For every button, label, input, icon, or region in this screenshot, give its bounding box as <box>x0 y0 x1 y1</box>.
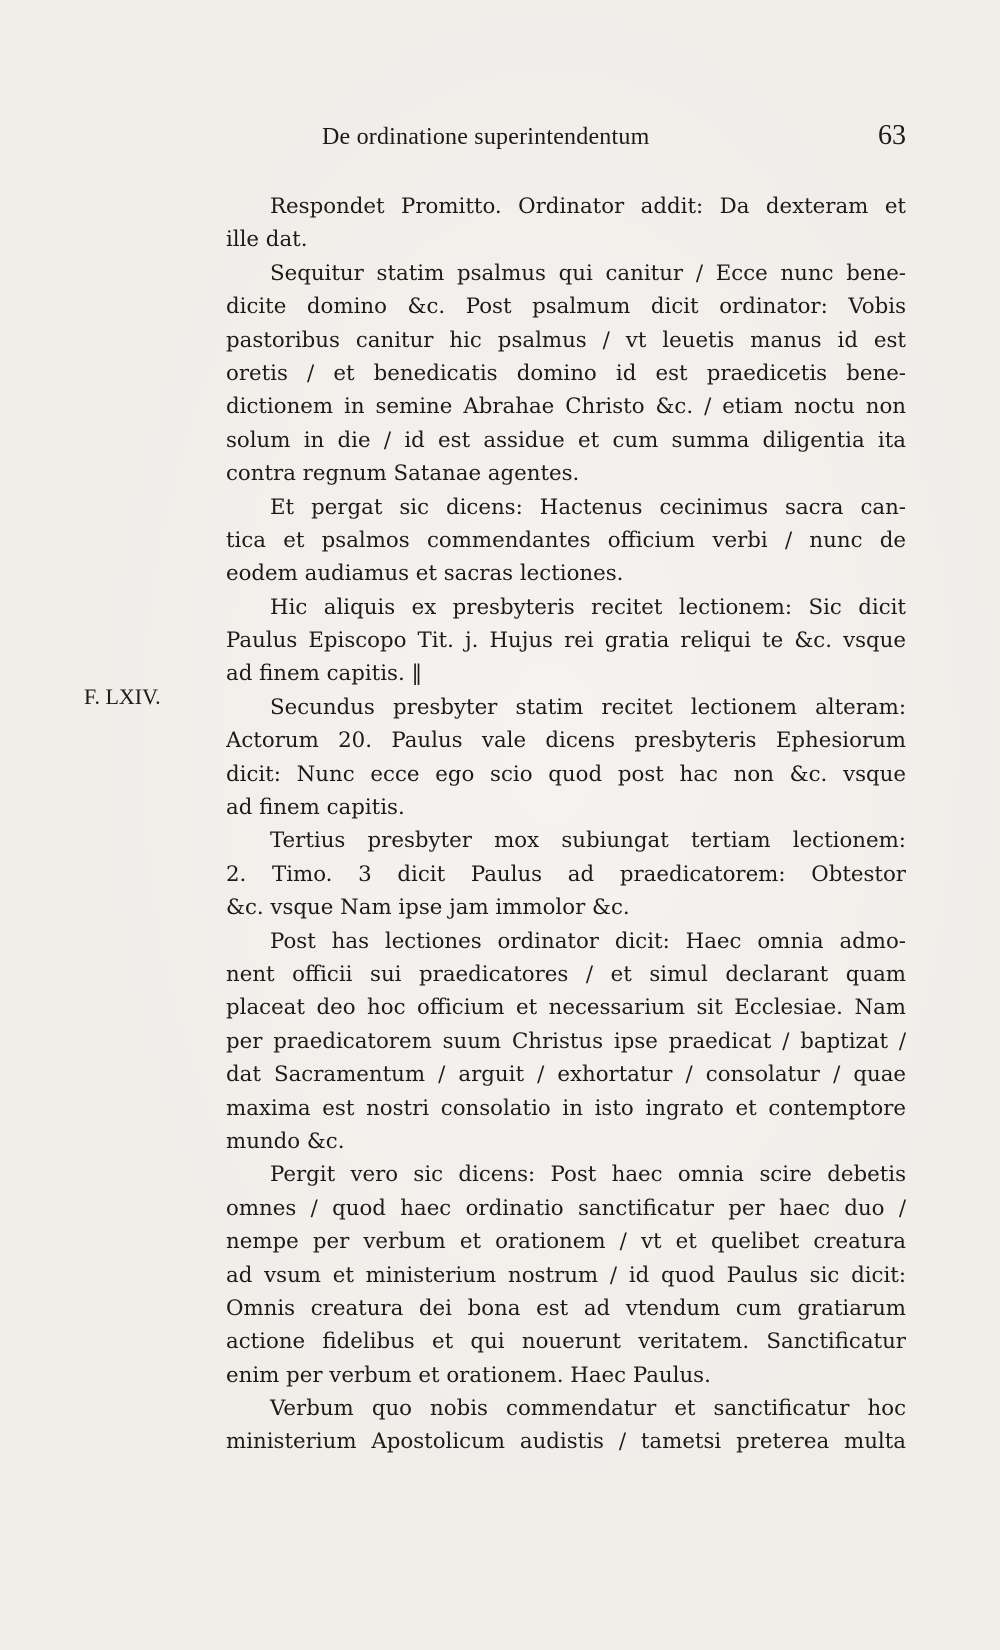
text-line: nempe per verbum et orationem / vt et quelibet creatura <box>226 1229 906 1255</box>
text-line: 2. Timo. 3 dicit Paulus ad praedicatorem: Obtestor <box>226 861 906 887</box>
text-line: Omnis creatura dei bona est ad vtendum cum gratiarum <box>226 1295 906 1321</box>
text-line: Pergit vero sic dicens: Post haec omnia scire debetis <box>270 1162 906 1188</box>
text-line: ministerium Apostolicum audistis / tametsi preterea multa <box>226 1429 906 1455</box>
page-header <box>226 120 906 156</box>
text-line: Tertius presbyter mox subiungat tertiam lectionem: <box>270 828 906 854</box>
text-line: dicit: Nunc ecce ego scio quod post hac non &c. vsque <box>226 761 906 787</box>
text-line: &c. vsque Nam ipse jam immolor &c. <box>226 895 630 921</box>
text-line: Actorum 20. Paulus vale dicens presbyteris Ephesiorum <box>226 728 906 754</box>
text-line: per praedicatorem suum Christus ipse praedicat / baptizat / <box>226 1028 906 1054</box>
text-line: pastoribus canitur hic psalmus / vt leuetis manus id est <box>226 327 906 353</box>
text-line: Paulus Episcopo Tit. j. Hujus rei gratia reliqui te &c. vsque <box>226 628 906 654</box>
text-line: dictionem in semine Abrahae Christo &c. / etiam noctu non <box>226 394 906 420</box>
text-line: placeat deo hoc officium et necessarium sit Ecclesiae. Nam <box>226 995 906 1021</box>
text-line: Hic aliquis ex presbyteris recitet lectionem: Sic dicit <box>270 594 906 620</box>
text-line: ad finem capitis. <box>226 795 405 821</box>
text-line: actione fidelibus et qui nouerunt veritatem. Sanctificatur <box>226 1329 906 1355</box>
text-line: dicite domino &c. Post psalmum dicit ordinator: Vobis <box>226 294 906 320</box>
text-line: Post has lectiones ordinator dicit: Haec omnia admo- <box>270 928 906 954</box>
text-line: oretis / et benedicatis domino id est praedicetis bene- <box>226 360 906 386</box>
text-line: enim per verbum et orationem. Haec Paulus. <box>226 1362 711 1388</box>
text-line: Et pergat sic dicens: Hactenus cecinimus sacra can- <box>270 494 906 520</box>
text-line: Secundus presbyter statim recitet lectionem alteram: <box>270 694 906 720</box>
text-line: mundo &c. <box>226 1128 345 1154</box>
text-line: omnes / quod haec ordinatio sanctificatur per haec duo / <box>226 1195 906 1221</box>
text-line: Respondet Promitto. Ordinator addit: Da dexteram et <box>270 194 906 219</box>
margin-note-folio: F. LXIV. <box>84 684 161 709</box>
text-line: dat Sacramentum / arguit / exhortatur / consolatur / quae <box>226 1062 906 1088</box>
text-line: ille dat. <box>226 227 308 253</box>
text-line: eodem audiamus et sacras lectiones. <box>226 561 624 587</box>
text-line: Sequitur statim psalmus qui canitur / Ecce nunc bene- <box>270 260 906 286</box>
text-line: tica et psalmos commendantes officium verbi / nunc de <box>226 527 906 553</box>
text-line: contra regnum Satanae agentes. <box>226 461 580 487</box>
text-line: nent officii sui praedicatores / et simul declarant quam <box>226 961 906 987</box>
running-title: De ordinatione superintendentum <box>322 124 650 150</box>
text-line: maxima est nostri consolatio in isto ingrato et contemptore <box>226 1095 906 1121</box>
body-text <box>226 190 906 1459</box>
text-line: ad vsum et ministerium nostrum / id quod Paulus sic dicit: <box>226 1262 906 1288</box>
page-number: 63 <box>878 120 906 151</box>
text-line: ad finem capitis. ‖ <box>226 661 423 687</box>
text-line: Verbum quo nobis commendatur et sanctificatur hoc <box>270 1396 906 1422</box>
text-line: solum in die / id est assidue et cum summa diligentia ita <box>226 427 906 453</box>
